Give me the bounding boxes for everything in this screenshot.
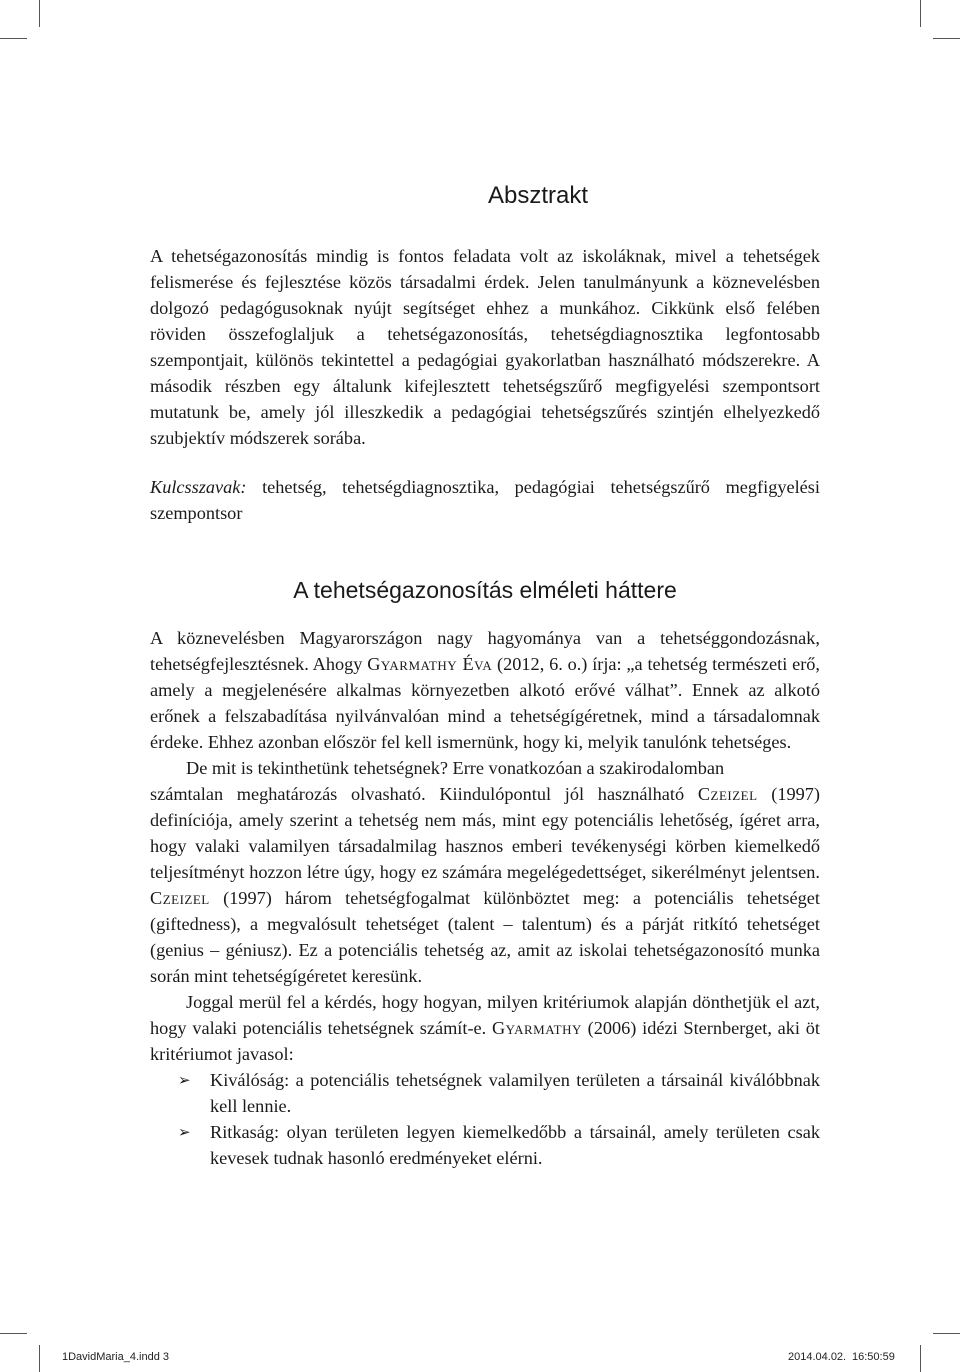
section-body [150, 625, 820, 1171]
p1-text-b: (2012, 6. o.) írja: „a tehetség természeti erő, amely a megjelenésére alkalmas környezetben alkotó erővé válhat”. Ennek az alkotó erőnek a felszabadítása nyilvánvalóan mind a tehetségígéretnek, mind a társadalomnak érdeke. Ehhez azonban először fel kell ismernünk, hogy ki, melyik tanulónk tehetséges. [150, 654, 820, 752]
p3-text-c: (1997) három tehetségfogalmat különböztet meg: a potenciális tehetséget (giftedness), a megvalósult tehetséget (talent – talentum) és a párját ritkító tehetséget (genius – géniusz). Ez a potenciális tehetség az, amit az iskolai tehetségazonosító munka során mint tehetségígéretet keresünk. [150, 888, 820, 986]
criteria-list [150, 1067, 820, 1171]
criteria-text: Ritkaság: olyan területen legyen kiemelkedőbb a társainál, amely területen csak kevesek tudnak hasonló eredményeket elérni. [210, 1122, 820, 1168]
paragraph-1 [150, 625, 820, 755]
crop-mark-bottom-left [39, 1345, 40, 1372]
author-czeizel-1: Czeizel [697, 784, 758, 804]
p1-text-a: A köznevelésben Magyarországon nagy hagyománya van a tehetséggondozásnak, tehetségfejlesztésnek. Ahogy [150, 628, 820, 674]
footer-time: 16:50:59 [852, 1351, 895, 1363]
crop-mark-bottom-right-h [933, 1333, 960, 1334]
crop-mark-top-right [920, 0, 921, 27]
keywords-label: Kulcsszavak: [150, 477, 247, 497]
author-gyarmathy: Gyarmathy [491, 1018, 582, 1038]
arrow-bullet-icon: ➢ [178, 1123, 191, 1141]
crop-mark-top-left [39, 0, 40, 27]
abstract-block [150, 243, 820, 451]
p4-text-a: Joggal merül fel a kérdés, hogy hogyan, milyen kritériumok alapján dönthetjük el azt, hogy valaki potenciális tehetségnek számít-e. [150, 992, 820, 1038]
section-title: A tehetségazonosítás elméleti háttere [293, 577, 677, 603]
footer-file: 1DavidMaria_4.indd 3 [62, 1351, 170, 1363]
author-gyarmathy-eva: Gyarmathy Éva [367, 654, 493, 674]
crop-mark-bottom-right [920, 1345, 921, 1372]
crop-mark-bottom-left-h [0, 1333, 27, 1334]
arrow-bullet-icon: ➢ [178, 1071, 191, 1089]
abstract-title: Absztrakt [487, 182, 589, 209]
paragraph-4 [150, 989, 820, 1067]
keywords-line [150, 474, 820, 526]
keywords-text: tehetség, tehetségdiagnosztika, pedagógiai tehetségszűrő megfigyelési szempontsor [150, 477, 820, 523]
keywords-block [150, 474, 820, 526]
p3-text-b: (1997) definíciója, amely szerint a tehetség nem más, mint egy potenciális lehetőség, ígéret arra, hogy valaki valamilyen társadalmilag hasznos emberi tevékenységi körben kiemelkedő teljesítményt hozzon létre úgy, hogy ez számára megelégedettséget, sikerélményt jelentsen. [150, 784, 820, 882]
criteria-item [150, 1067, 820, 1119]
footer-date: 2014.04.02. [788, 1351, 847, 1363]
crop-mark-top-right-h [933, 38, 960, 39]
paragraph-3 [150, 781, 820, 989]
p4-text-b: (2006) idézi Sternberget, aki öt kritériumot javasol: [150, 1018, 820, 1064]
paragraph-2: De mit is tekinthetünk tehetségnek? Erre vonatkozóan a szakirodalomban [186, 758, 725, 778]
criteria-text: Kiválóság: a potenciális tehetségnek valamilyen területen a társainál kiválóbbnak kell lennie. [210, 1070, 820, 1116]
abstract-text: A tehetségazonosítás mindig is fontos feladata volt az iskoláknak, mivel a tehetségek felismerése és fejlesztése közös társadalmi érdek. Jelen tanulmányunk a köznevelésben dolgozó pedagógusoknak nyújt segítséget ehhez a munkához. Cikkünk első felében röviden összefoglaljuk a tehetségazonosítás, tehetségdiagnosztika legfontosabb szempontjait, különös tekintettel a pedagógiai gyakorlatban használható módszerekre. A második részben egy általunk kifejlesztett tehetségszűrő megfigyelési szempontsort mutatunk be, amely jól illeszkedik a pedagógiai tehetségszűrés szintjén elhelyezkedő szubjektív módszerek sorába. [150, 246, 820, 448]
p3-text-a: számtalan meghatározás olvasható. Kiindulópontul jól használható [150, 784, 698, 804]
crop-mark-top-left-h [0, 38, 27, 39]
criteria-item [150, 1119, 820, 1171]
author-czeizel-2: Czeizel [150, 888, 210, 908]
